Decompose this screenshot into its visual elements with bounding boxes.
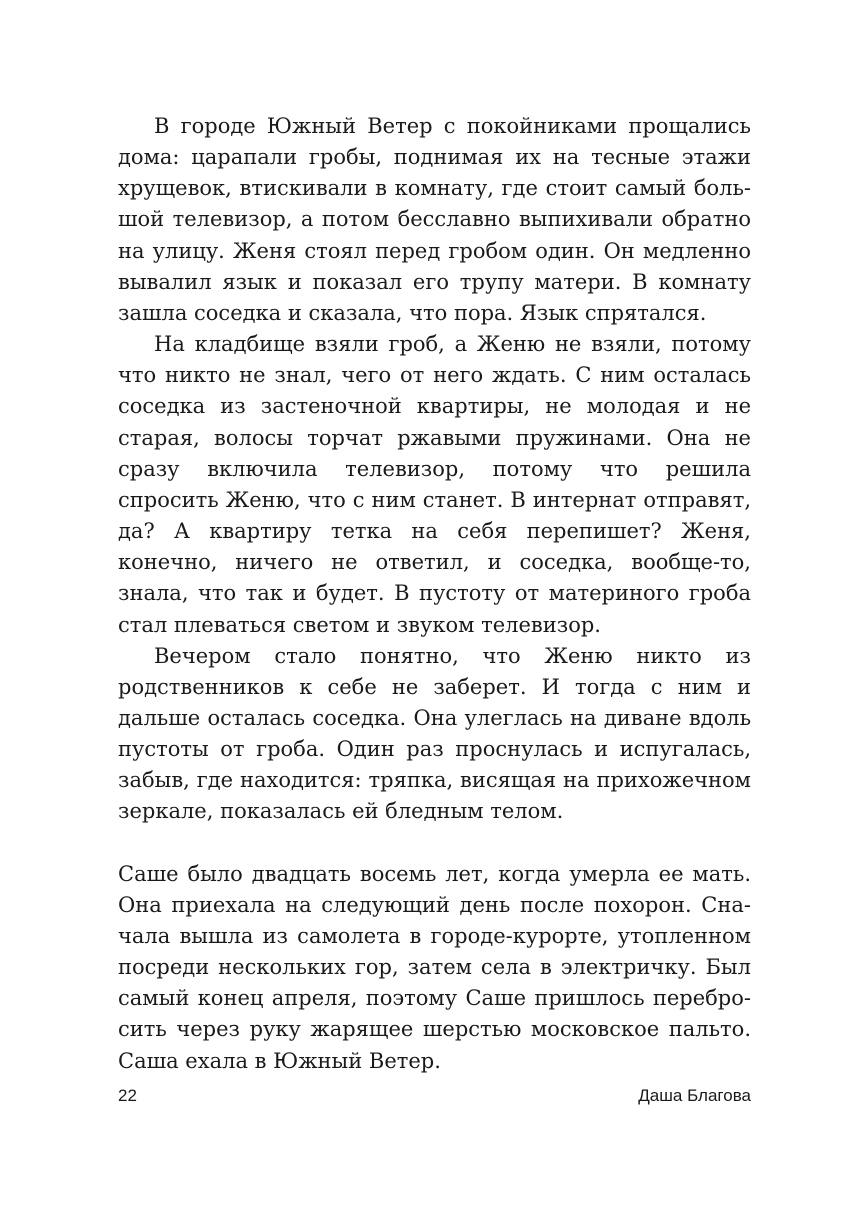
book-page-text: [118, 111, 751, 1077]
author-name: Даша Благова: [638, 1086, 751, 1105]
paragraph-funeral-at-home: В городе Южный Ветер с покойниками прощались дома: царапали гробы, поднимая их на тесные этажи хрущевок, втискивали в комнату, где стоит самый большой телевизор, а потом бесславно выпихивали обратно на улицу. Женя стоял перед гробом один. Он медленно вывалил язык и показал его трупу матери. В комнату зашла соседка и сказала, что пора. Язык спрятался.: [118, 114, 751, 325]
paragraph-cemetery: На кладбище взяли гроб, а Женю не взяли, потому что никто не знал, чего от него ждать. С ним осталась соседка из застеночной квартиры, не молодая и не старая, волосы торчат ржавыми пружинами. Она не сразу включила телевизор, потому что решила спросить Женю, что с ним станет. В интернат отправят, да? А квартиру тетка на себя перепишет? Женя, конечно, ничего не ответил, и соседка, вообще-то, знала, что так и будет. В пустоту от материного гроба стал плеваться светом и звуком телевизор.: [118, 332, 751, 637]
paragraph-sasha: Саше было двадцать восемь лет, когда умерла ее мать. Она приехала на следующий день после похорон. Сначала вышла из самолета в городе-курорте, утопленном посреди нескольких гор, затем села в электричку. Был самый конец апреля, поэтому Саше пришлось перебросить через руку жарящее шерстью московское пальто. Саша ехала в Южный Ветер.: [118, 861, 751, 1073]
page-number: 22: [118, 1086, 137, 1105]
section-break: [118, 828, 751, 859]
paragraph-evening: Вечером стало понятно, что Женю никто из родственников к себе не заберет. И тогда с ним и дальше осталась соседка. Она улеглась на диване вдоль пустоты от гроба. Один раз проснулась и испугалась, забыв, где находится: тряпка, висящая на прихожечном зеркале, показалась ей бледным телом.: [118, 643, 751, 824]
